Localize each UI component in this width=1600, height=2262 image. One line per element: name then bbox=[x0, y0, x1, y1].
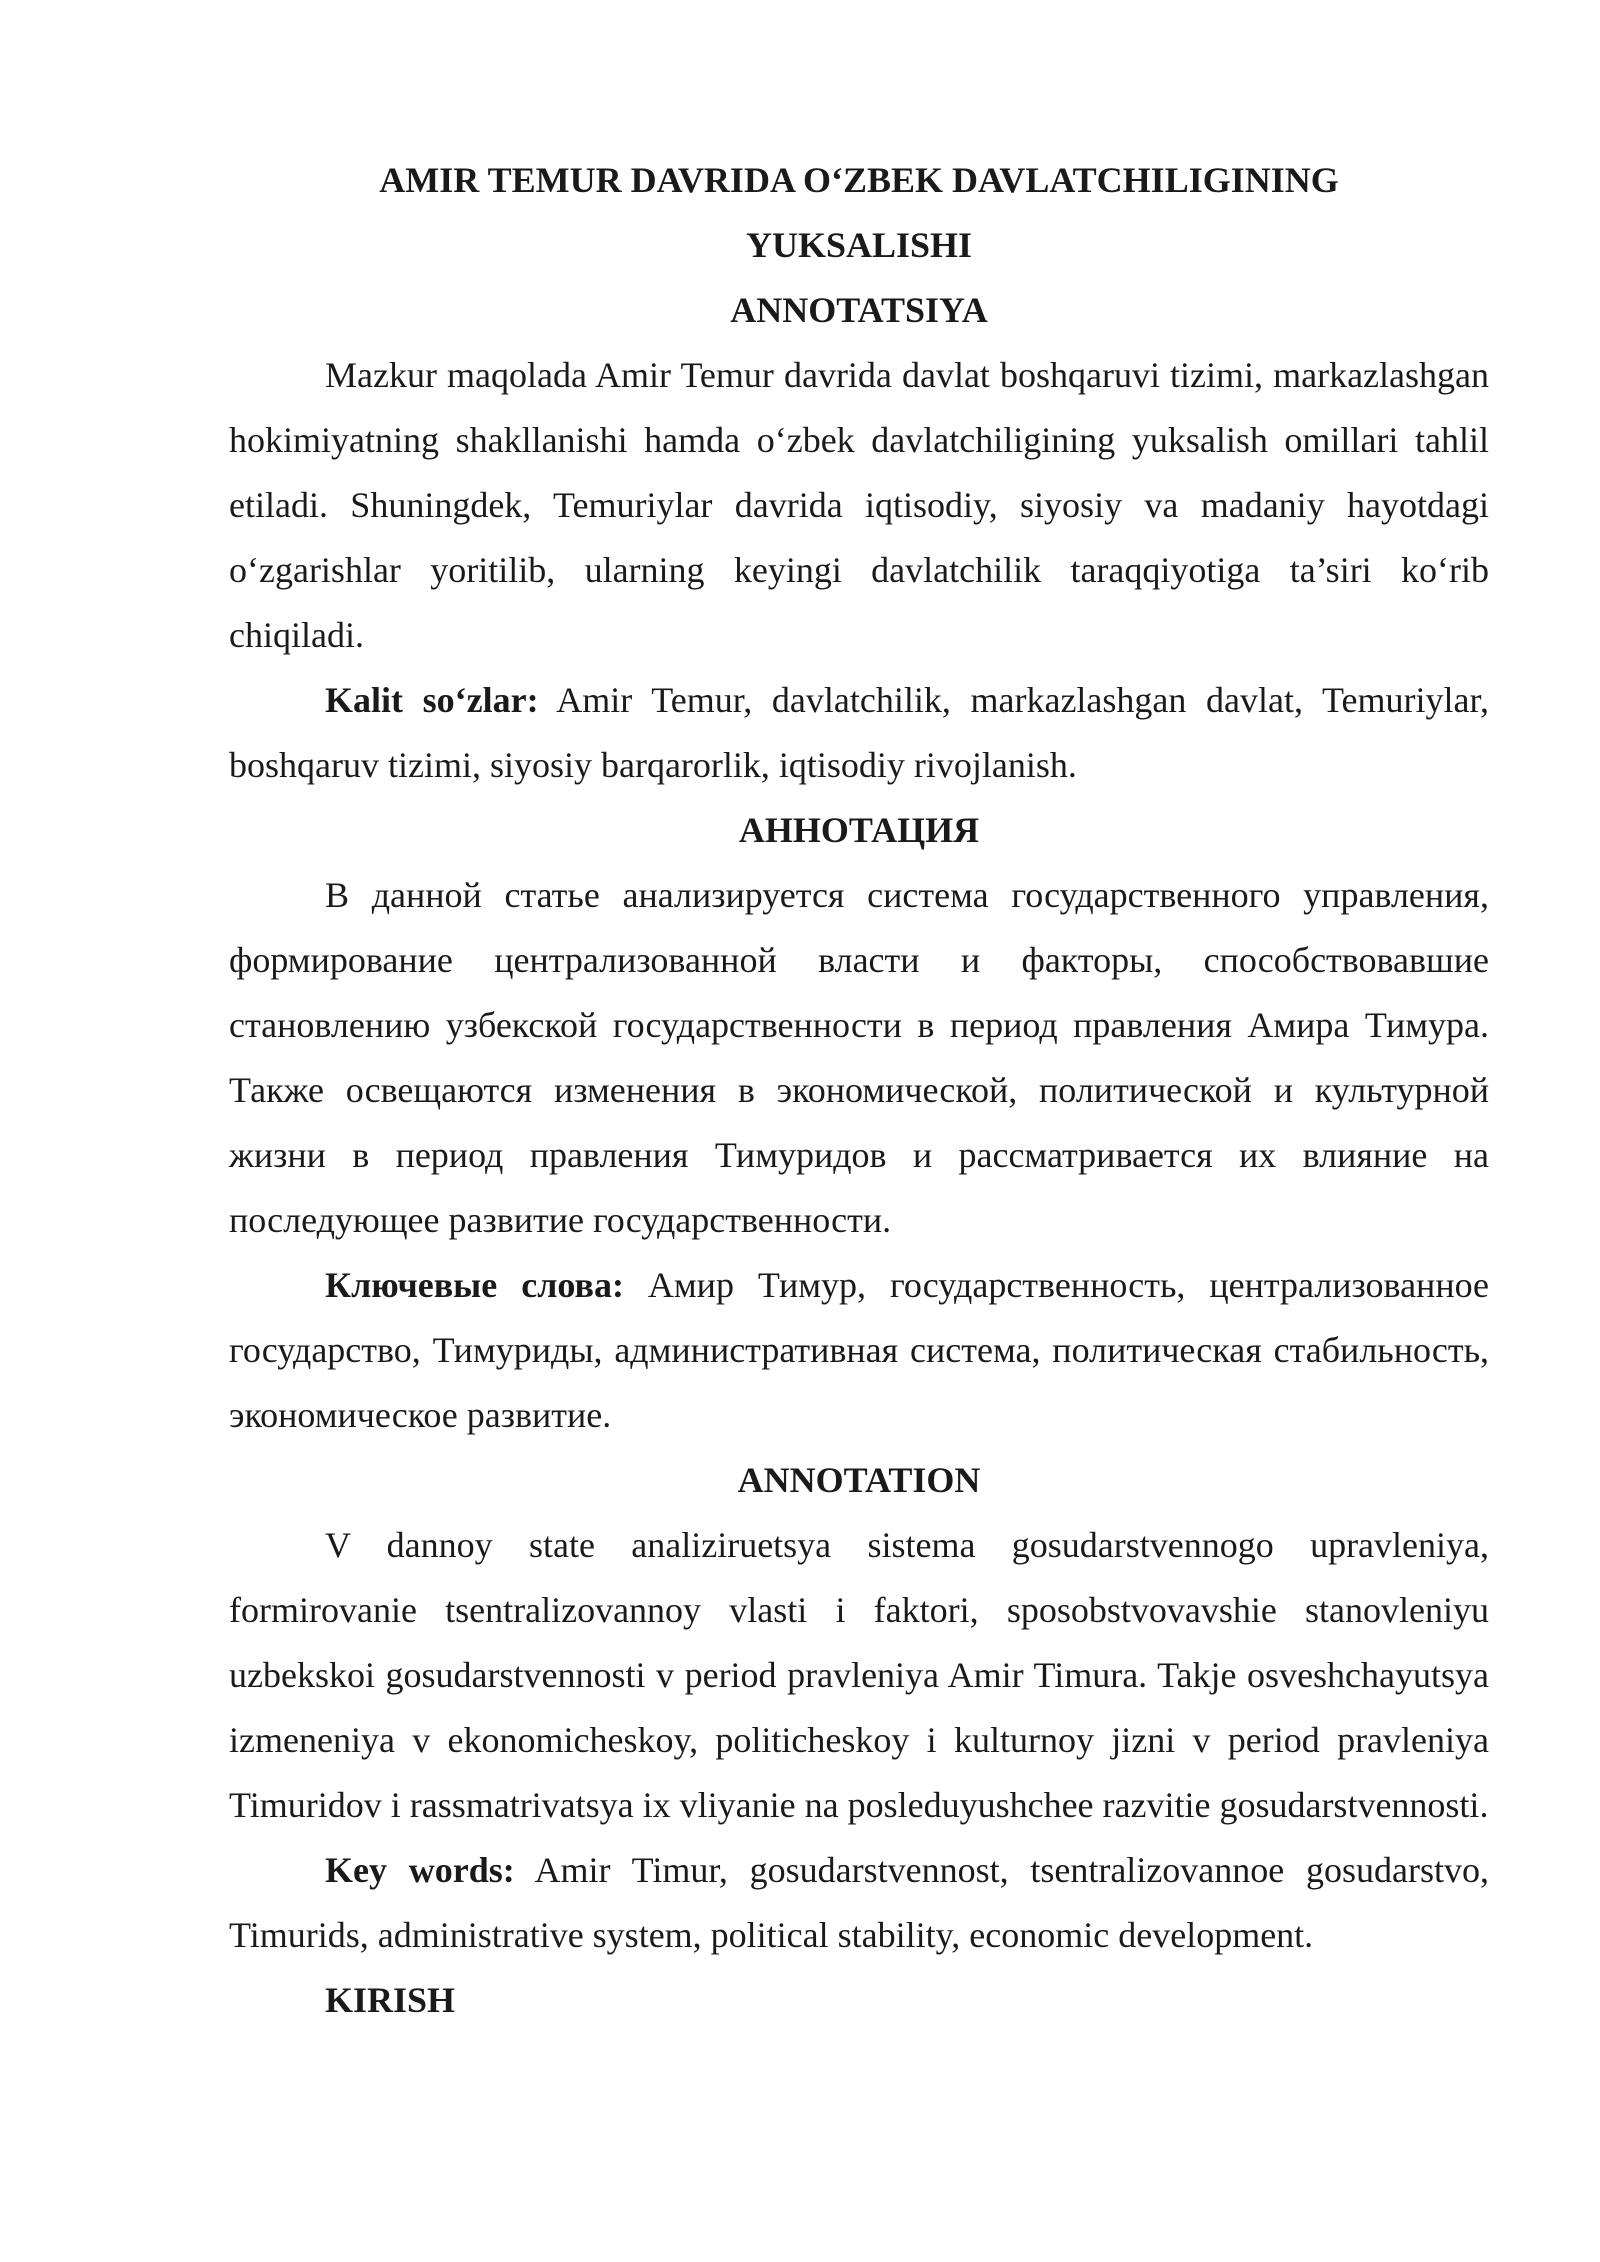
article-page bbox=[229, 148, 1489, 2033]
ru-keywords bbox=[229, 1253, 1489, 1448]
uz-annotation-heading: ANNOTATSIYA bbox=[730, 290, 988, 330]
ru-keywords-text: Амир Тимур, государственность, централизованное государство, Тимуриды, административная система, политическая стабильность, экономическое развитие. bbox=[229, 1265, 1489, 1435]
en-keywords-label: Key words: bbox=[325, 1850, 515, 1890]
intro-heading: KIRISH bbox=[325, 1980, 456, 2020]
en-keywords-text: Amir Timur, gosudarstvennost, tsentralizovannoe gosudarstvo, Timurids, administrative system, political stability, economic development. bbox=[229, 1850, 1489, 1955]
ru-abstract: В данной статье анализируется система государственного управления, формирование централизованной власти и факторы, способствовавшие становлению узбекской государственности в период правления Амира Тимура. Также освещаются изменения в экономической, политической и культурной жизни в период правления Тимуридов и рассматривается их влияние на последующее развитие государственности. bbox=[229, 875, 1489, 1240]
ru-annotation-heading: АННОТАЦИЯ bbox=[738, 810, 980, 850]
article-title-line-1: AMIR TEMUR DAVRIDA O‘ZBEK DAVLATCHILIGINING bbox=[379, 160, 1339, 200]
uz-abstract: Mazkur maqolada Amir Temur davrida davlat boshqaruvi tizimi, markazlashgan hokimiyatning shakllanishi hamda o‘zbek davlatchiligining yuksalish omillari tahlil etiladi. Shuningdek, Temuriylar davrida iqtisodiy, siyosiy va madaniy hayotdagi o‘zgarishlar yoritilib, ularning keyingi davlatchilik taraqqiyotiga ta’siri ko‘rib chiqiladi. bbox=[229, 355, 1489, 655]
en-abstract: V dannoy state analiziruetsya sistema gosudarstvennogo upravleniya, formirovanie tsentralizovannoy vlasti i faktori, sposobstvovavshie stanovleniyu uzbekskoi gosudarstvennosti v period pravleniya Amir Timura. Takje osveshchayutsya izmeneniya v ekonomicheskoy, politicheskoy i kulturnoy jizni v period pravleniya Timuridov i rassmatrivatsya ix vliyanie na posleduyushchee razvitie gosudarstvennosti. bbox=[229, 1525, 1489, 1825]
en-annotation-heading: ANNOTATION bbox=[737, 1460, 981, 1500]
uz-keywords-label: Kalit so‘zlar: bbox=[325, 680, 539, 720]
en-keywords bbox=[229, 1838, 1489, 1968]
uz-keywords bbox=[229, 668, 1489, 798]
article-title-line-2: YUKSALISHI bbox=[745, 225, 973, 265]
ru-keywords-label: Ключевые слова: bbox=[325, 1265, 624, 1305]
uz-keywords-text: Amir Temur, davlatchilik, markazlashgan davlat, Temuriylar, boshqaruv tizimi, siyosiy barqarorlik, iqtisodiy rivojlanish. bbox=[229, 680, 1489, 785]
